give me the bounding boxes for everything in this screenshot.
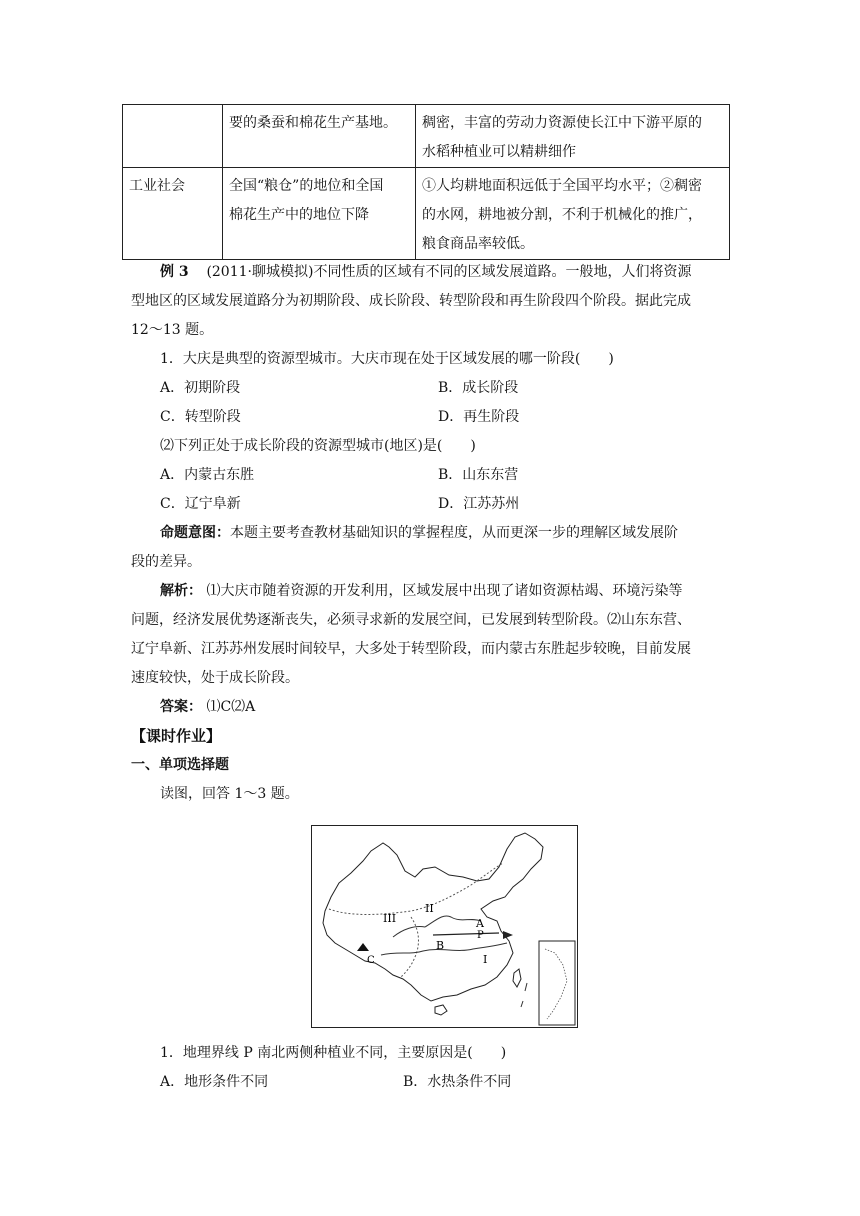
table-row xyxy=(123,105,730,168)
table-cell: 要的桑蚕和棉花生产基地。 xyxy=(223,105,416,168)
answer-line: 答案： ⑴C⑵A xyxy=(160,699,256,715)
label-c: C xyxy=(367,955,375,966)
table-row xyxy=(123,168,730,260)
option-c: C．转型阶段 xyxy=(160,409,241,425)
option-b: B．山东东营 xyxy=(438,467,519,483)
table-cell: ①人均耕地面积远低于全国平均水平；②稠密 的水网，耕地被分割，不利于机械化的推广， 粮食商品率较低。 xyxy=(416,168,730,260)
label-i: I xyxy=(483,953,488,966)
label-ii: II xyxy=(425,902,434,915)
question-1: 1．大庆是典型的资源型城市。大庆市现在处于区域发展的哪一阶段( ) xyxy=(160,351,614,367)
option-a: A．初期阶段 xyxy=(160,380,241,396)
label-p: P xyxy=(477,930,484,941)
option-c: C．辽宁阜新 xyxy=(160,496,241,512)
comparison-table xyxy=(122,104,730,260)
subsection-title: 一、单项选择题 xyxy=(131,757,229,773)
option-a: A．地形条件不同 xyxy=(160,1074,269,1090)
question-1: 1．地理界线 P 南北两侧种植业不同，主要原因是( ) xyxy=(160,1045,507,1061)
option-a: A．内蒙古东胜 xyxy=(160,467,255,483)
table-cell: 全国“粮仓”的地位和全国 棉花生产中的地位下降 xyxy=(223,168,416,260)
table-cell: 稠密，丰富的劳动力资源使长江中下游平原的 水稻种植业可以精耕细作 xyxy=(416,105,730,168)
section-title: 【课时作业】 xyxy=(131,727,222,745)
table-cell: 工业社会 xyxy=(123,168,223,260)
label-iii: III xyxy=(383,912,397,925)
option-b: B．成长阶段 xyxy=(438,380,519,396)
label-a: A xyxy=(476,917,484,930)
option-d: D．再生阶段 xyxy=(438,409,520,425)
example-heading: 例 3 (2011·聊城模拟)不同性质的区域有不同的区域发展道路。一般地，人们将资源 xyxy=(160,264,692,280)
instruction: 读图，回答 1～3 题。 xyxy=(160,786,299,802)
option-b: B．水热条件不同 xyxy=(403,1074,512,1090)
question-2: ⑵下列正处于成长阶段的资源型城市(地区)是( ) xyxy=(160,438,476,454)
china-map-figure xyxy=(311,825,579,1029)
inset-frame xyxy=(539,941,575,1025)
analysis-line: 解析： ⑴大庆市随着资源的开发利用，区域发展中出现了诸如资源枯竭、环境污染等 xyxy=(160,583,683,599)
table-cell xyxy=(123,105,223,168)
option-d: D．江苏苏州 xyxy=(438,496,520,512)
label-b: B xyxy=(436,939,445,952)
intent-line: 命题意图：本题主要考查教材基础知识的掌握程度，从而更深一步的理解区域发展阶 xyxy=(160,525,678,541)
